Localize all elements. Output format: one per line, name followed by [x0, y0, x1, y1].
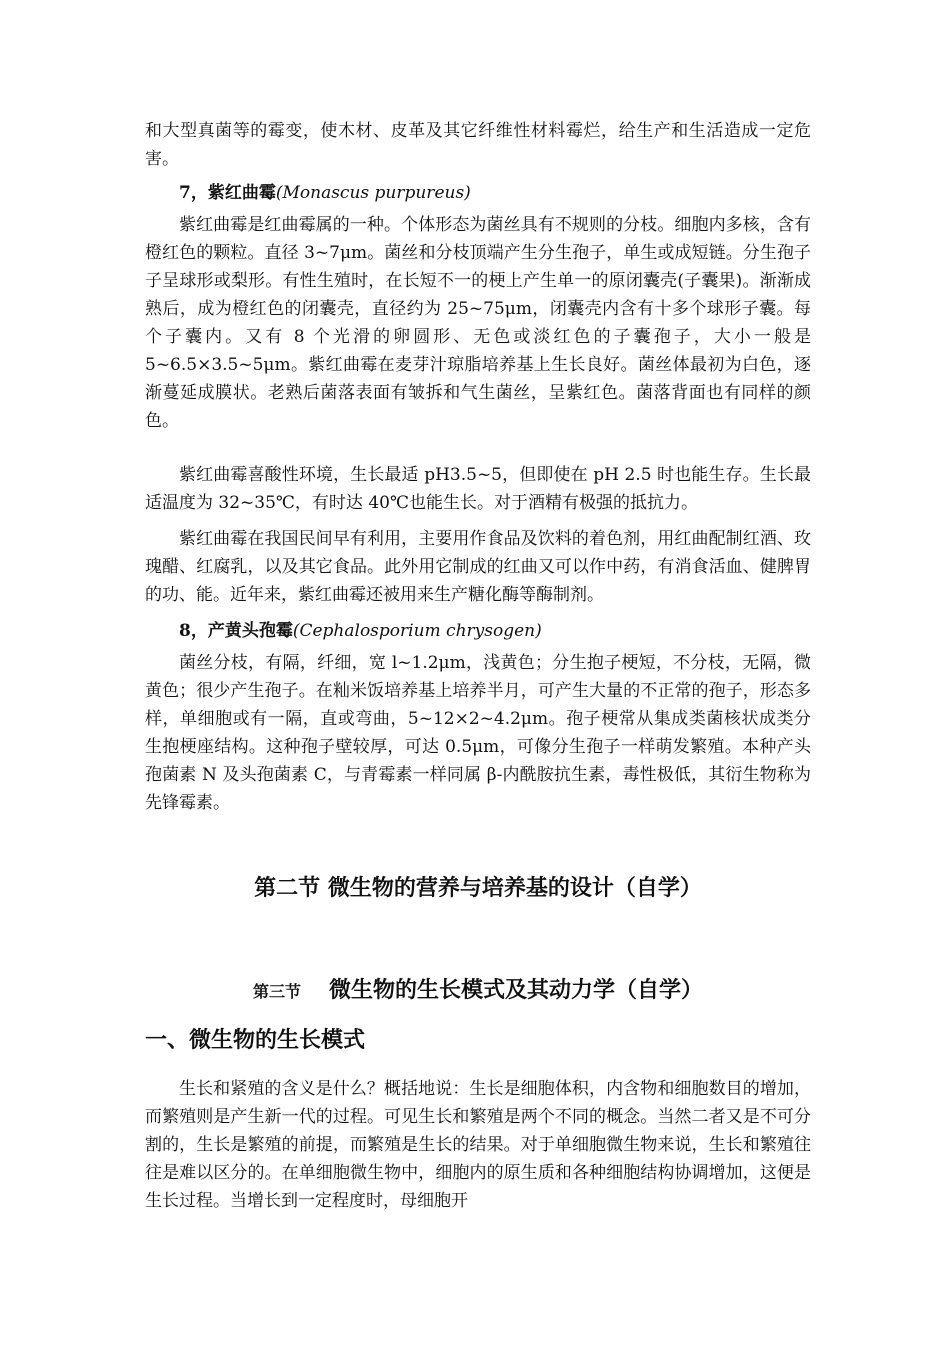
section-3-title: [145, 975, 811, 1007]
heading-monascus-cn: 7，紫红曲霉: [179, 183, 276, 203]
heading-monascus: [145, 179, 811, 207]
paragraph-monascus-uses: 紫红曲霉在我国民间早有利用，主要用作食品及饮料的着色剂，用红曲配制红酒、玫瑰醋、红腐乳，以及其它食品。此外用它制成的红曲又可以作中药，有消食活血、健脾胃的功、能。近年来，紫红曲霉还被用来生产糖化酶等酶制剂。: [145, 529, 811, 605]
paragraph-monascus-morphology: 紫红曲霉是红曲霉属的一种。个体形态为菌丝具有不规则的分枝。细胞内多核，含有橙红色的颗粒。直径 3~7μm。菌丝和分枝顶端产生分生孢子，单生或成短链。分生孢子子呈球形或梨形。有性生殖时，在长短不一的梗上产生单一的原闭囊壳(子囊果)。渐渐成熟后，成为橙红色的闭囊壳，直径约为 25~75μm，闭囊壳内含有十多个球形子囊。每个子囊内。又有 8 个光滑的卵圆形、无色或淡红色的子囊孢子，大小一般是 5~6.5×3.5~5μm。紫红曲霉在麦芽汁琼脂培养基上生长良好。菌丝体最初为白色，逐渐蔓延成膜状。老熟后菌落表面有皱拆和气生菌丝，呈紫红色。菌落背面也有同样的颜色。: [145, 215, 811, 431]
section-3-number: 第三节: [252, 982, 301, 1001]
heading-cephalosporium: [145, 617, 811, 645]
heading-cephalosporium-latin: (Cephalosporium chrysogen): [292, 621, 542, 641]
paragraph-monascus-environment: 紫红曲霉喜酸性环境，生长最适 pH3.5~5，但即使在 pH 2.5 时也能生存。生长最适温度为 32~35℃，有时达 40℃也能生长。对于酒精有极强的抵抗力。: [145, 465, 811, 513]
section-2-title: 第二节 微生物的营养与培养基的设计（自学）: [254, 875, 702, 901]
heading-monascus-latin: (Monascus purpureus): [275, 183, 471, 203]
paragraph-growth-pattern: 生长和紧殖的含义是什么？概括地说：生长是细胞体积，内含物和细胞数目的增加，而繁殖则是产生新一代的过程。可见生长和繁殖是两个不同的概念。当然二者又是不可分割的，生长是繁殖的前提，而繁殖是生长的结果。对于单细胞微生物来说，生长和繁殖往往是难以区分的。在单细胞微生物中，细胞内的原生质和各种细胞结构协调增加，这便是生长过程。当增长到一定程度时，母细胞开: [145, 1079, 811, 1211]
paragraph-continuation: 和大型真菌等的霉变，使木材、皮革及其它纤维性材料霉烂，给生产和生活造成一定危害。: [145, 121, 811, 169]
paragraph-cephalosporium: 菌丝分枝，有隔，纤细，宽 l~1.2μm，浅黄色；分生抱子梗短，不分枝，无隔，微黄色；很少产生孢子。在籼米饭培养基上培养半月，可产生大量的不正常的孢子，形态多样，单细胞或有一隔，直或弯曲，5~12×2~4.2μm。孢子梗常从集成类菌核状成类分生抱梗座结构。这种孢子壁较厚，可达 0.5μm，可像分生孢子一样萌发繁殖。本种产头孢菌素 N 及头孢菌素 C，与青霉素一样同属 β-内酰胺抗生素，毒性极低，其衍生物称为先锋霉素。: [145, 653, 811, 813]
heading-cephalosporium-cn: 8，产黄头孢霉: [179, 621, 293, 641]
section-3-text: 微生物的生长模式及其动力学（自学）: [329, 977, 704, 1003]
subsection-heading: 一、微生物的生长模式: [145, 1027, 366, 1053]
